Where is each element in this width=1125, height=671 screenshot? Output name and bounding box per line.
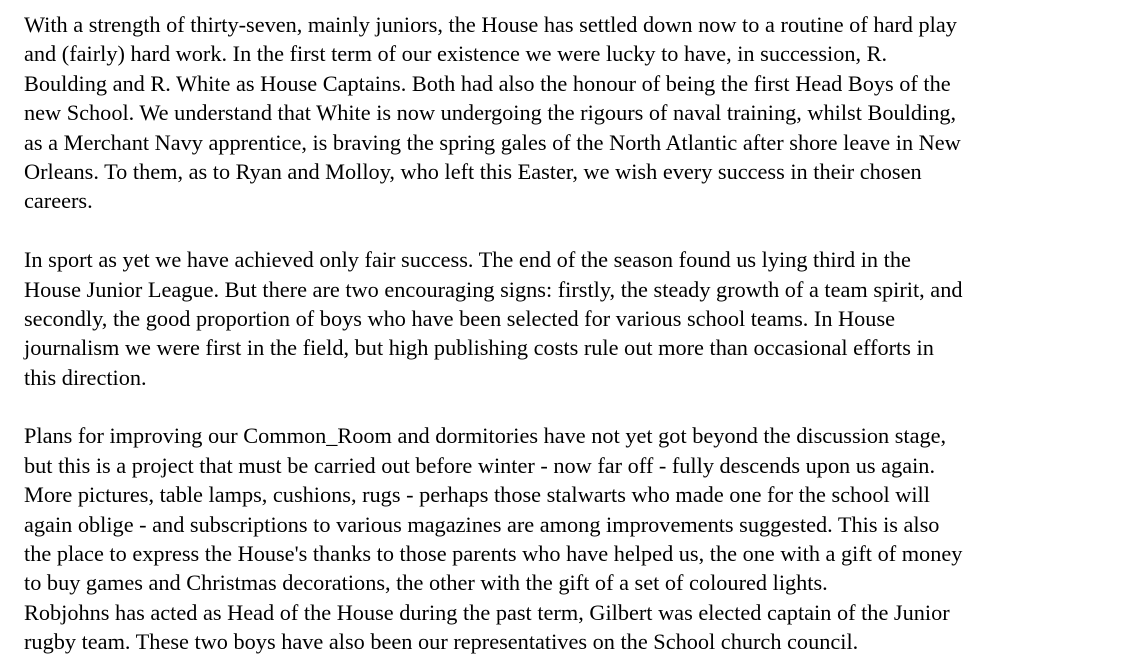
paragraph-house-strength [24,10,1125,216]
text-line: rugby team. These two boys have also been our representatives on the School church council. [24,629,859,655]
text-line: but this is a project that must be carried out before winter - now far off - fully descends upon us again. [24,452,936,478]
text-line: to buy games and Christmas decorations, the other with the gift of a set of coloured lights. [24,570,828,596]
text-line: and (fairly) hard work. In the first term of our existence we were lucky to have, in succession, R. [24,41,888,67]
text-line: new School. We understand that White is now undergoing the rigours of naval training, whilst Boulding, [24,100,957,126]
paragraph-common-room-plans [24,421,1125,597]
text-line: as a Merchant Navy apprentice, is braving the spring gales of the North Atlantic after shore leave in New [24,129,961,155]
text-line: Boulding and R. White as House Captains. Both had also the honour of being the first Head Boys of the [24,70,951,96]
text-line: the place to express the House's thanks to those parents who have helped us, the one with a gift of money [24,541,963,567]
text-line: Plans for improving our Common_Room and dormitories have not yet got beyond the discussion stage, [24,423,947,449]
text-line: secondly, the good proportion of boys who have been selected for various school teams. In House [24,305,896,331]
text-line: again oblige - and subscriptions to various magazines are among improvements suggested. This is also [24,511,940,537]
text-line: More pictures, table lamps, cushions, rugs - perhaps those stalwarts who made one for the school will [24,482,930,508]
text-line: House Junior League. But there are two encouraging signs: firstly, the steady growth of a team spirit, and [24,276,963,302]
paragraph-sport [24,245,1125,392]
text-line: In sport as yet we have achieved only fair success. The end of the season found us lying third in the [24,247,911,273]
text-line: this direction. [24,364,147,390]
text-line: Orleans. To them, as to Ryan and Molloy, who left this Easter, we wish every success in their chosen [24,158,922,184]
text-line: careers. [24,188,93,214]
paragraph-house-leaders [24,598,1125,657]
text-line: Robjohns has acted as Head of the House during the past term, Gilbert was elected captain of the Junior [24,599,950,625]
text-line: With a strength of thirty-seven, mainly juniors, the House has settled down now to a routine of hard play [24,12,957,37]
text-line: journalism we were first in the field, but high publishing costs rule out more than occasional efforts in [24,335,934,361]
